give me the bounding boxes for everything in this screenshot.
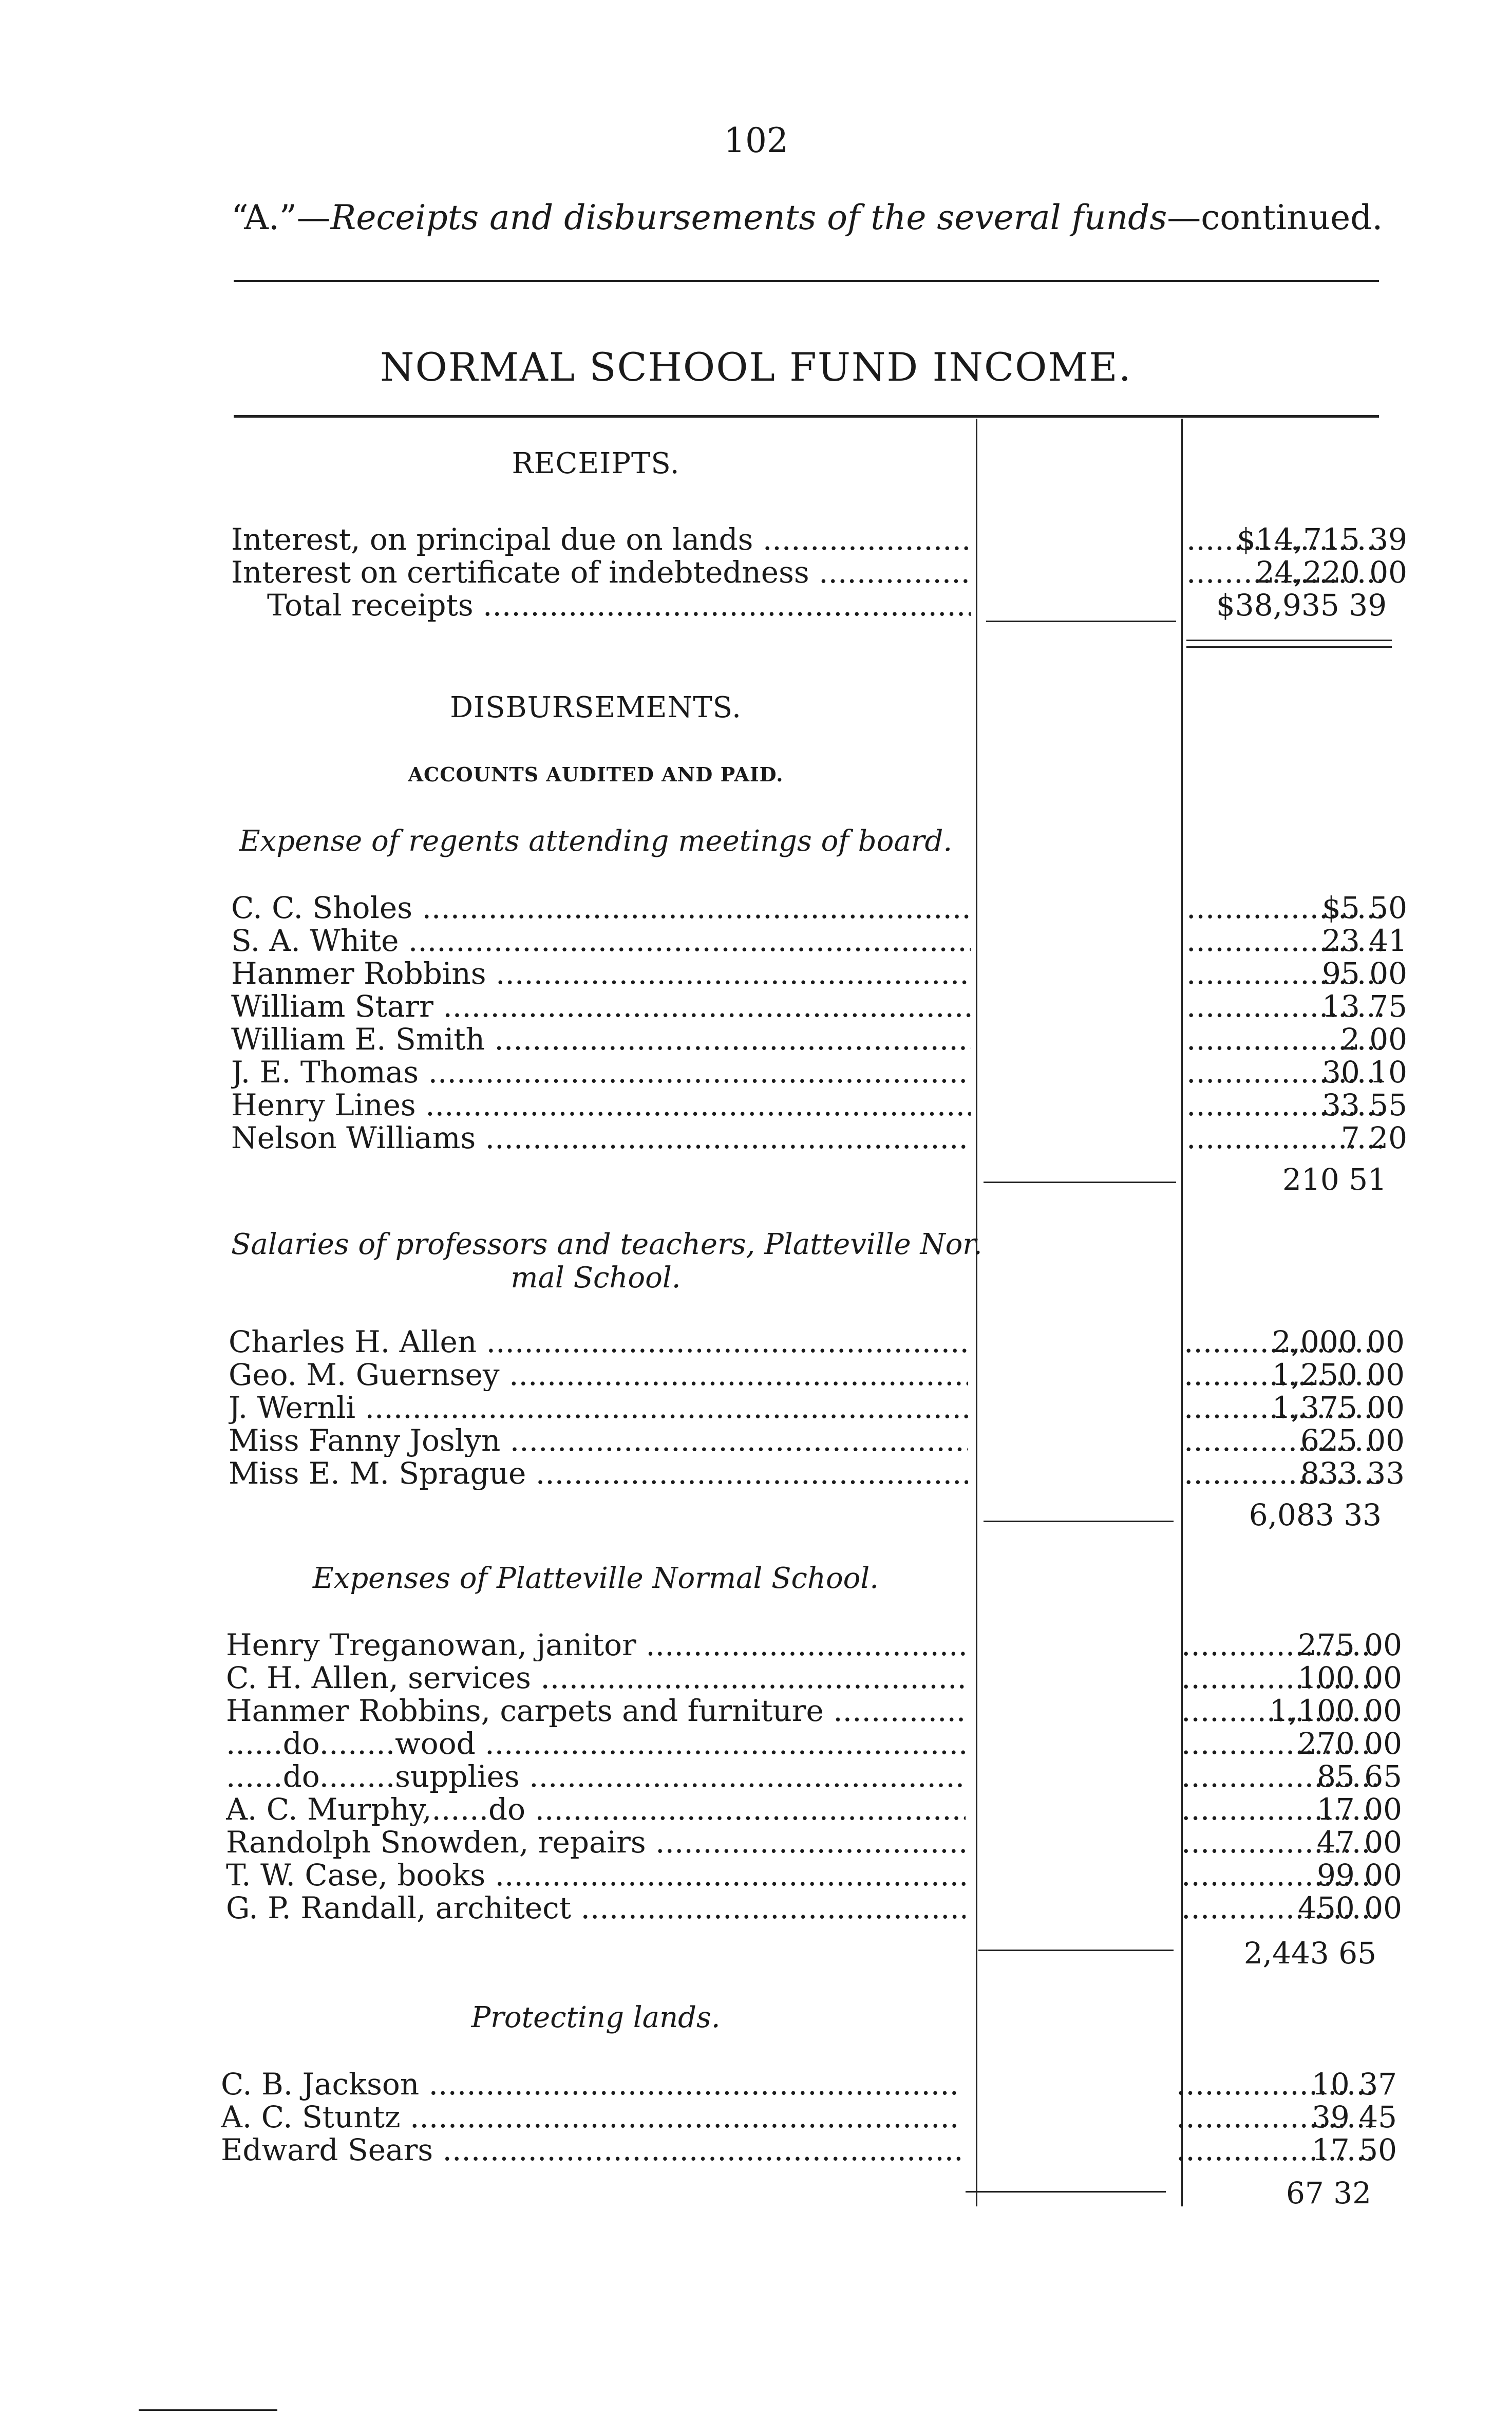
table-row (231, 890, 1407, 925)
row-amount: 30 10 (1321, 1055, 1407, 1090)
section-total: 2,443 65 (1243, 1936, 1376, 1971)
row-label: Edward Sears ..... (221, 2133, 960, 2166)
row-amount: 450 00 (1298, 1890, 1402, 1925)
row-leader (1186, 891, 1387, 924)
row-label: William E. Smith ..... (231, 1023, 971, 1056)
row-label: Interest on certificate of indebtedness ..... (231, 556, 971, 589)
section-title: Salaries of professors and teachers, Platteville Nor. (231, 1228, 982, 1261)
row-amount: 85 65 (1316, 1759, 1402, 1794)
row-leader (1184, 1424, 1384, 1457)
section-title-continued: mal School. (511, 1261, 681, 1295)
table-row (226, 1792, 1402, 1827)
row-label: A. C. Murphy,......do ..... (226, 1793, 966, 1826)
row-leader (1176, 2068, 1376, 2101)
row-leader (1186, 1023, 1387, 1056)
table-row (226, 1759, 1402, 1794)
row-leader (1176, 2101, 1376, 2133)
row-amount: 47 00 (1316, 1825, 1402, 1860)
row-amount: 7 20 (1340, 1120, 1407, 1155)
row-label: Charles H. Allen ..... (229, 1325, 968, 1358)
table-row (231, 989, 1407, 1024)
row-amount: 2 00 (1340, 1022, 1407, 1057)
row-label: G. P. Randall, architect ..... (226, 1891, 966, 1924)
row-amount: 99 00 (1316, 1858, 1402, 1893)
total-label: Total receipts ..... (267, 589, 971, 622)
row-leader (1186, 1089, 1387, 1121)
fund-title: NORMAL SCHOOL FUND INCOME. (380, 344, 1132, 390)
caption-prefix: “A.”— (231, 198, 331, 237)
row-amount: 13 75 (1321, 989, 1407, 1024)
row-label: Miss Fanny Joslyn ..... (229, 1424, 968, 1457)
row-amount: 100 00 (1298, 1660, 1402, 1695)
table-row (231, 1055, 1407, 1090)
table-row (231, 1088, 1407, 1122)
total-rule (1186, 640, 1392, 641)
row-label: T. W. Case, books ..... (226, 1859, 966, 1891)
row-amount: 33 55 (1321, 1088, 1407, 1122)
subtotal-rule (986, 621, 1176, 622)
row-leader (1186, 556, 1387, 589)
row-label: Geo. M. Guernsey ..... (229, 1358, 968, 1391)
table-row (229, 1390, 1405, 1425)
accounts-subheading: ACCOUNTS AUDITED AND PAID. (408, 763, 784, 786)
page-number: 102 (724, 121, 788, 160)
row-amount: 833 33 (1300, 1456, 1405, 1491)
row-leader (1184, 1391, 1384, 1424)
row-leader (1186, 957, 1387, 990)
row-label: C. H. Allen, services ..... (226, 1661, 966, 1694)
row-amount: 24,220 00 (1255, 555, 1407, 590)
section-total: 210 51 (1282, 1162, 1387, 1197)
row-label: A. C. Stuntz ..... (221, 2101, 960, 2133)
row-leader (1186, 924, 1387, 957)
table-row (226, 1726, 1402, 1761)
row-leader (1181, 1628, 1382, 1661)
row-label: Hanmer Robbins, carpets and furniture ..... (226, 1694, 966, 1727)
table-row (226, 1825, 1402, 1860)
row-label: ......do........supplies ..... (226, 1760, 966, 1793)
receipts-heading: RECEIPTS. (512, 447, 680, 480)
table-row (226, 1858, 1402, 1893)
row-amount: 275 00 (1298, 1627, 1402, 1662)
table-row (267, 589, 1387, 622)
title-rule (234, 415, 1379, 418)
table-row (226, 1693, 1402, 1728)
row-label: J. E. Thomas ..... (231, 1056, 971, 1089)
table-row (231, 1022, 1407, 1057)
section-title: Protecting lands. (471, 2001, 721, 2034)
table-row (221, 2100, 1397, 2134)
table-row (226, 1627, 1402, 1662)
row-leader (1181, 1891, 1382, 1924)
row-amount: 625 00 (1300, 1423, 1405, 1458)
row-label: J. Wernli ..... (229, 1391, 968, 1424)
row-label: Miss E. M. Sprague ..... (229, 1457, 968, 1490)
table-row (229, 1357, 1405, 1392)
row-leader (1184, 1325, 1384, 1358)
section-total: 6,083 33 (1249, 1497, 1382, 1532)
caption-italic: Receipts and disbursements of the several funds (330, 198, 1167, 237)
row-amount: 2,000 00 (1272, 1324, 1405, 1359)
table-caption (231, 198, 1383, 237)
row-label: Nelson Williams ..... (231, 1121, 971, 1154)
receipts-total: $38,935 39 (1216, 588, 1387, 623)
row-label: C. B. Jackson ..... (221, 2068, 960, 2101)
row-amount: 270 00 (1298, 1726, 1402, 1761)
row-label: Randolph Snowden, repairs ..... (226, 1826, 966, 1859)
subtotal-rule (978, 1950, 1174, 1951)
row-leader (1181, 1793, 1382, 1826)
row-leader (1181, 1694, 1382, 1727)
row-leader (1186, 990, 1387, 1023)
row-amount: 39 45 (1311, 2100, 1397, 2134)
section-title: Expenses of Platteville Normal School. (312, 1562, 879, 1595)
section-total: 67 32 (1286, 2176, 1371, 2211)
section-title: Expense of regents attending meetings of board. (239, 825, 953, 858)
table-row (231, 555, 1407, 590)
row-label: S. A. White ..... (231, 924, 971, 957)
subtotal-rule (966, 2191, 1166, 2193)
row-label: Henry Lines ..... (231, 1089, 971, 1121)
caption-suffix: —continued. (1167, 198, 1383, 237)
row-amount: 23 41 (1321, 923, 1407, 958)
row-leader (1181, 1826, 1382, 1859)
row-amount: 1,100 00 (1269, 1693, 1402, 1728)
row-amount: 1,250 00 (1272, 1357, 1405, 1392)
row-amount: 17 50 (1311, 2132, 1397, 2167)
table-row (229, 1324, 1405, 1359)
row-amount: 17 00 (1316, 1792, 1402, 1827)
total-rule (1186, 646, 1392, 648)
table-row (221, 2132, 1397, 2167)
row-leader (1184, 1358, 1384, 1391)
table-row (231, 522, 1407, 557)
table-row (221, 2067, 1397, 2102)
subtotal-rule (984, 1521, 1174, 1522)
row-label: William Starr ..... (231, 990, 971, 1023)
row-leader (1176, 2133, 1376, 2166)
table-row (231, 923, 1407, 958)
row-leader (1181, 1727, 1382, 1760)
table-row (231, 956, 1407, 991)
column-rule-left (976, 419, 977, 2206)
table-row (226, 1890, 1402, 1925)
top-rule (234, 280, 1379, 282)
subtotal-rule (984, 1182, 1176, 1183)
row-leader (1181, 1661, 1382, 1694)
row-leader (1181, 1859, 1382, 1891)
row-amount: $14,715 39 (1236, 522, 1407, 557)
row-leader (1186, 1056, 1387, 1089)
row-leader (1181, 1760, 1382, 1793)
disbursements-heading: DISBURSEMENTS. (450, 691, 742, 724)
footer-rule (139, 2409, 277, 2411)
table-row (231, 1120, 1407, 1155)
row-amount: $5 50 (1321, 890, 1407, 925)
row-leader (1186, 523, 1387, 556)
table-row (226, 1660, 1402, 1695)
row-label: C. C. Sholes ..... (231, 891, 971, 924)
row-amount: 95 00 (1321, 956, 1407, 991)
row-label: Interest, on principal due on lands ..... (231, 523, 971, 556)
table-row (229, 1456, 1405, 1491)
row-label: ......do........wood ..... (226, 1727, 966, 1760)
row-amount: 10 37 (1311, 2067, 1397, 2102)
table-row (229, 1423, 1405, 1458)
row-label: Hanmer Robbins ..... (231, 957, 971, 990)
row-amount: 1,375 00 (1272, 1390, 1405, 1425)
row-leader (1184, 1457, 1384, 1490)
row-leader (1186, 1121, 1387, 1154)
row-label: Henry Treganowan, janitor ..... (226, 1628, 966, 1661)
